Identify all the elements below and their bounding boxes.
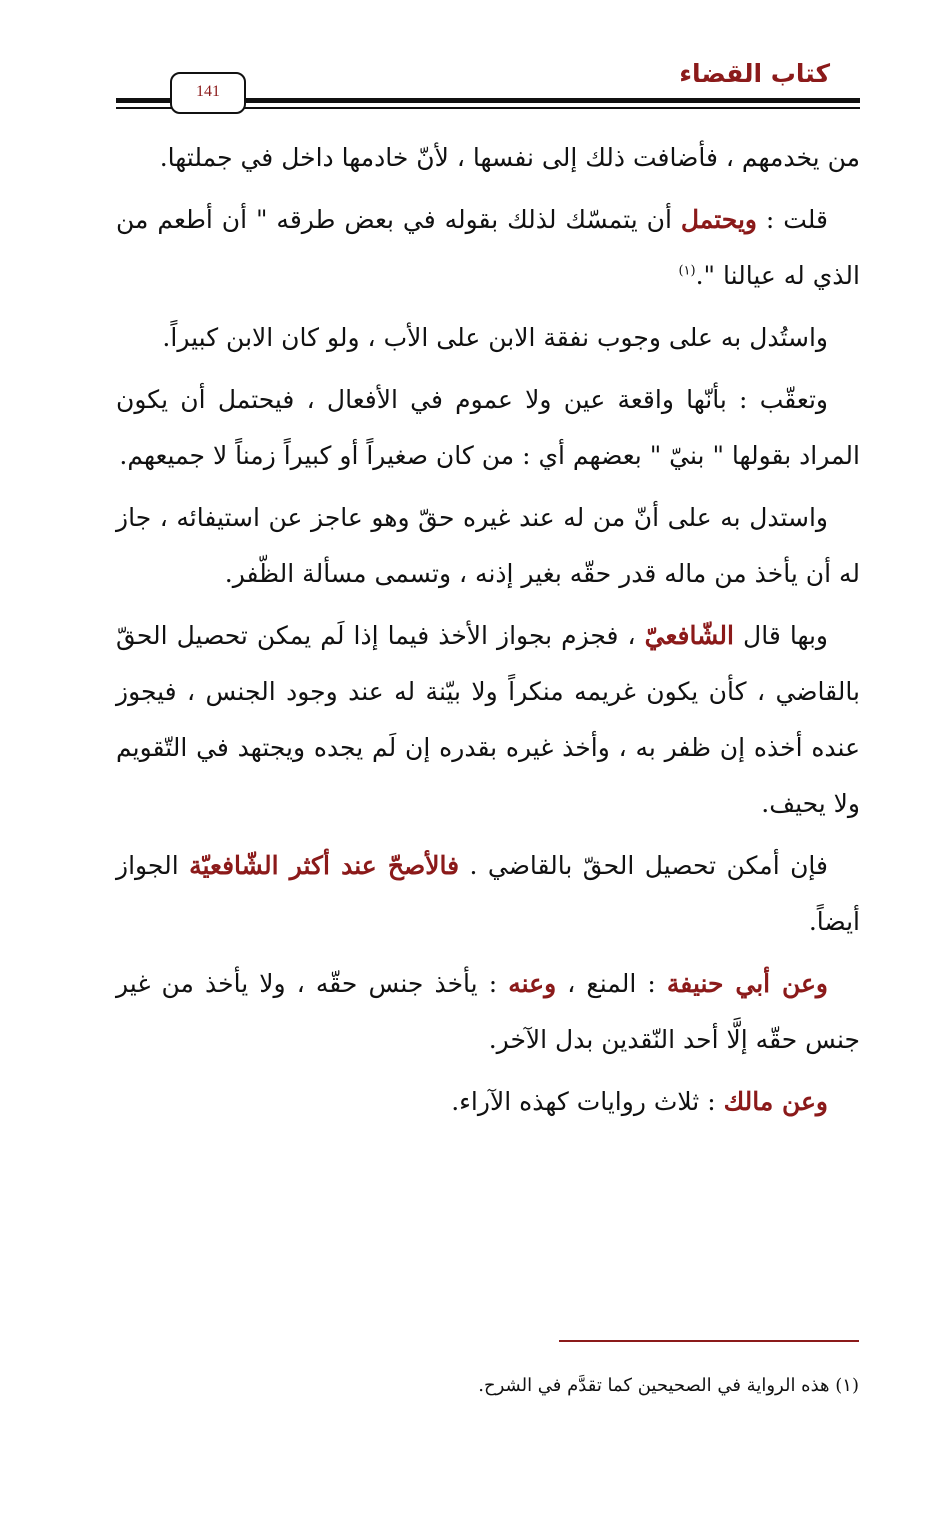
text-segment: ، فجزم بجواز الأخذ فيما إذا لَم يمكن تحصيل الحقّ بالقاضي ، كأن يكون غريمه منكراً ولا بيّنة له عند وجود الجنس ، فيجوز عنده أخذه إن ظفر به ، وأخذ غيره بقدره إن لَم يجده ويجتهد في التّقويم ولا يحيف. bbox=[116, 621, 860, 818]
text-segment: أن يتمسّك لذلك بقوله في بعض طرقه " أن أطعم من الذي له عيالنا ". bbox=[116, 205, 860, 290]
paragraph bbox=[116, 192, 860, 304]
paragraph bbox=[116, 956, 860, 1068]
highlighted-term: فالأصحّ عند أكثر الشّافعيّة bbox=[189, 851, 460, 880]
text-segment: من يخدمهم ، فأضافت ذلك إلى نفسها ، لأنّ خادمها داخل في جملتها. bbox=[159, 143, 860, 172]
paragraph bbox=[116, 130, 860, 186]
highlighted-term: وعن مالك bbox=[723, 1087, 828, 1116]
highlighted-term: أبي حنيفة bbox=[666, 969, 771, 998]
page-number: 141 bbox=[170, 72, 246, 114]
footnote-reference: (١) bbox=[678, 263, 696, 279]
paragraph bbox=[116, 838, 860, 950]
page-header bbox=[116, 56, 860, 118]
body-text bbox=[116, 130, 860, 1136]
text-segment: : ثلاث روايات كهذه الآراء. bbox=[451, 1087, 724, 1116]
text-segment: الجواز أيضاً. bbox=[116, 851, 860, 936]
paragraph bbox=[116, 1074, 860, 1130]
text-segment: : المنع ، bbox=[556, 969, 667, 998]
text-segment: واستدل به على أنّ من له عند غيره حقّ وهو عاجز عن استيفائه ، جاز له أن يأخذ من ماله قدر حقّه بغير إذنه ، وتسمى مسألة الظّفر. bbox=[116, 503, 860, 588]
highlighted-term: وعنه bbox=[508, 969, 557, 998]
footnote-separator bbox=[559, 1340, 859, 1342]
text-segment: وتعقّب : بأنّها واقعة عين ولا عموم في الأفعال ، فيحتمل أن يكون المراد بقولها " بنيّ " بعضهم أي : من كان صغيراً أو كبيراً زمناً لا جميعهم. bbox=[116, 385, 860, 470]
text-segment: واستُدل به على وجوب نفقة الابن على الأب ، ولو كان الابن كبيراً. bbox=[162, 323, 828, 352]
highlighted-term: ويحتمل bbox=[680, 205, 757, 234]
text-segment: : يأخذ جنس حقّه ، ولا يأخذ من غير جنس حقّه إلَّا أحد النّقدين بدل الآخر. bbox=[116, 969, 860, 1054]
footnote-1: (١) هذه الرواية في الصحيحين كما تقدَّم في الشرح. bbox=[478, 1375, 859, 1396]
text-segment: فإن أمكن تحصيل الحقّ بالقاضي . bbox=[459, 851, 828, 880]
book-title: كتاب القضاء bbox=[679, 59, 830, 88]
paragraph bbox=[116, 310, 860, 366]
highlighted-term: وعن bbox=[770, 969, 828, 998]
paragraph bbox=[116, 608, 860, 832]
text-segment: وبها قال bbox=[734, 621, 829, 650]
highlighted-term: الشّافعيّ bbox=[644, 621, 734, 650]
paragraph bbox=[116, 372, 860, 484]
text-segment: قلت : bbox=[756, 205, 829, 234]
paragraph bbox=[116, 490, 860, 602]
